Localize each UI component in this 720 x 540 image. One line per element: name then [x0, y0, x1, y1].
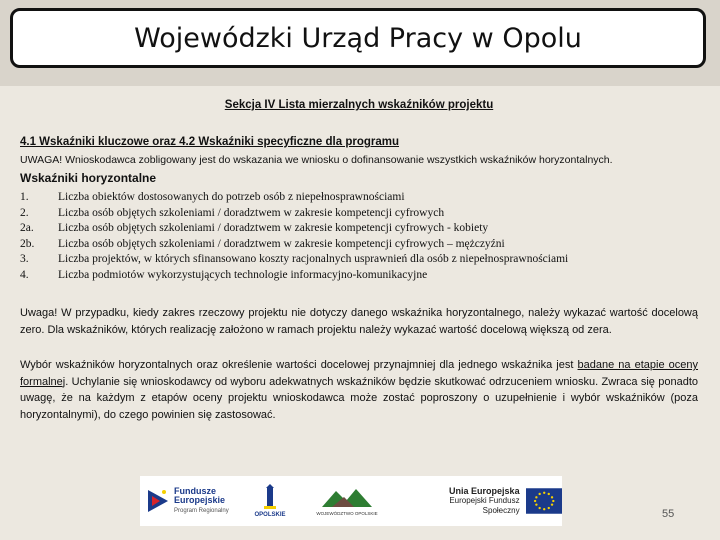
wojewodztwo-text: WOJEWÓDZTWO OPOLSKIE — [316, 510, 378, 516]
indicator-text: Liczba podmiotów wykorzystujących technologie informacyjno-komunikacyjne — [58, 268, 428, 281]
indicator-text: Liczba projektów, w których sfinansowano koszty racjonalnych usprawnień dla osób z niepełnosprawnościami — [58, 253, 569, 265]
list-item — [20, 252, 698, 268]
indicator-number: 2. — [20, 206, 29, 219]
ue-line1: Unia Europejska — [449, 486, 520, 496]
fe-line1: Fundusze — [174, 485, 216, 496]
list-item — [20, 190, 698, 206]
indicator-text: Liczba osób objętych szkoleniami / doradztwem w zakresie kompetencji cyfrowych — [58, 206, 445, 219]
opolskie-text: OPOLSKIE — [254, 512, 286, 518]
header-title-box — [10, 8, 706, 68]
section-title: Sekcja IV Lista mierzalnych wskaźników projektu — [224, 99, 494, 111]
selection-paragraph — [20, 357, 698, 423]
list-item — [20, 268, 698, 284]
list-item — [20, 221, 698, 237]
wojewodztwo-logo — [302, 476, 392, 526]
opolskie-logo — [238, 476, 302, 526]
page-title: Wojewódzki Urząd Pracy w Opolu — [134, 22, 582, 54]
fe-star-icon — [146, 486, 170, 516]
selection-text-end: . Uchylanie się wnioskodawcy od wyboru adekwatnych wskaźników będzie skutkować odrzuceniem wniosku. Zwraca się ponadto uwagę, że na każdym z etapów oceny projektu wnioskodawca może zostać poproszony o uzupełnienie i wybór wskaźników (poza horyzontalnymi), do czego powinien się zastosować. — [20, 375, 698, 421]
unia-europejska-logo — [392, 476, 562, 526]
logo-strip — [140, 476, 562, 526]
indicator-number: 2b. — [20, 237, 35, 250]
subsection-title: 4.1 Wskaźniki kluczowe oraz 4.2 Wskaźniki specyficzne dla programu — [20, 136, 399, 148]
mountains-icon — [322, 487, 372, 509]
ue-line2: Europejski Fundusz Społeczny — [449, 496, 520, 515]
fe-line3: Program Regionalny — [174, 507, 229, 514]
indicator-text: Liczba osób objętych szkoleniami / doradztwem w zakresie kompetencji cyfrowych – mężczyźni — [58, 237, 505, 250]
fe-line2: Europejskie — [174, 494, 226, 505]
page-number: 55 — [662, 508, 675, 520]
indicator-number: 3. — [20, 253, 29, 265]
opolskie-tower-icon — [262, 484, 278, 510]
note-paragraph: Uwaga! W przypadku, kiedy zakres rzeczowy projektu nie dotyczy danego wskaźnika horyzontalnego, należy wykazać wartość docelową zero. Dla wskaźników, których realizację założono w ramach projektu należy wykazać wartość docelową większą od zera. — [20, 307, 698, 336]
indicator-number: 1. — [20, 191, 29, 203]
indicator-text: Liczba obiektów dostosowanych do potrzeb osób z niepełnosprawnościami — [58, 191, 405, 203]
warning-text: UWAGA! Wnioskodawca zobligowany jest do wskazania we wniosku o dofinansowanie wszystkich wskaźników horyzontalnych. — [20, 154, 613, 166]
selection-text-underlined: badane na etapie oceny formalnej — [20, 359, 699, 388]
list-item — [20, 237, 698, 253]
fundusze-europejskie-logo — [140, 476, 238, 526]
indicator-number: 2a. — [20, 222, 34, 234]
indicator-text: Liczba osób objętych szkoleniami / doradztwem w zakresie kompetencji cyfrowych - kobiety — [58, 222, 489, 234]
horizontal-indicators-title: Wskaźniki horyzontalne — [20, 171, 157, 185]
eu-flag-icon — [526, 487, 562, 515]
indicator-number: 4. — [20, 268, 29, 281]
list-item — [20, 206, 698, 222]
selection-text-start: Wybór wskaźników horyzontalnych oraz określenie wartości docelowej przynajmniej dla jednego wskaźnika jest — [20, 359, 578, 371]
slide-content — [20, 98, 698, 423]
indicator-list — [20, 190, 698, 283]
